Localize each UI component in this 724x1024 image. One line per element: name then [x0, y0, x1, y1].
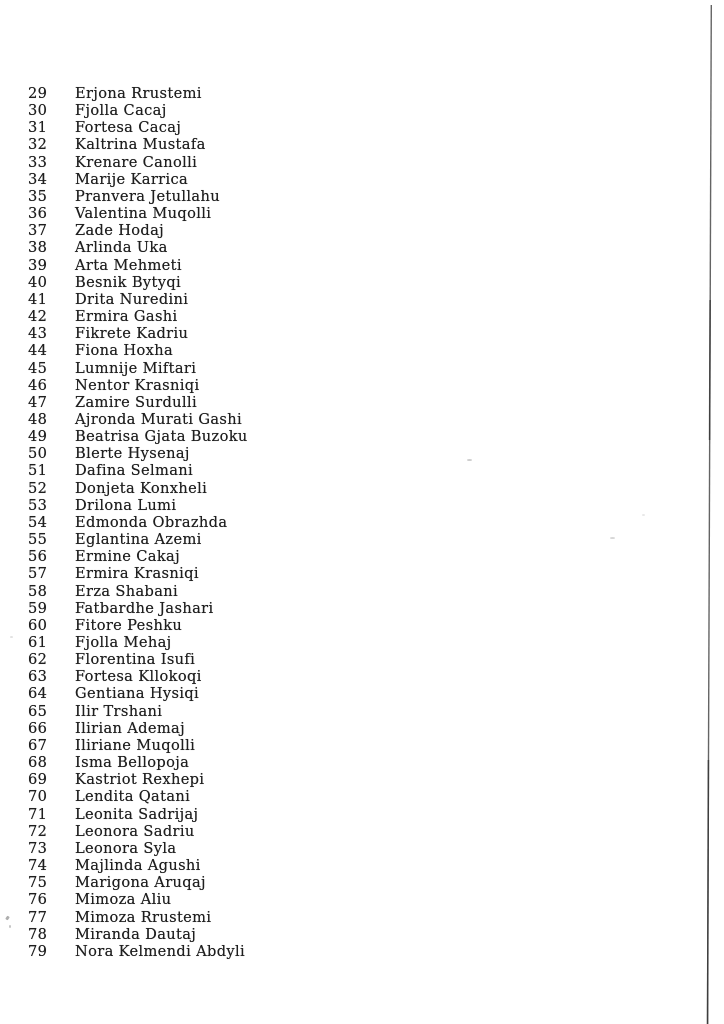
roster-row	[0, 377, 724, 394]
row-number: 72	[28, 822, 48, 840]
person-name: Ilirian Ademaj	[75, 719, 185, 737]
person-name: Drita Nuredini	[75, 290, 189, 308]
person-name: Fatbardhe Jashari	[75, 599, 214, 617]
row-number: 37	[28, 222, 48, 240]
row-number: 33	[28, 153, 48, 171]
roster-row	[0, 548, 724, 565]
roster-row	[0, 360, 724, 377]
row-number: 54	[28, 513, 48, 531]
person-name: Florentina Isufi	[75, 651, 196, 669]
row-number: 40	[28, 273, 48, 291]
row-number: 53	[28, 496, 48, 514]
row-number: 79	[28, 942, 48, 960]
roster-row	[0, 583, 724, 600]
roster-row	[0, 514, 724, 531]
person-name: Nora Kelmendi Abdyli	[75, 942, 246, 960]
row-number: 49	[28, 428, 48, 446]
person-name: Leonora Sadriu	[75, 822, 195, 840]
roster-row	[0, 909, 724, 926]
person-name: Fiona Hoxha	[75, 342, 174, 360]
roster-row	[0, 891, 724, 908]
person-name: Iliriane Muqolli	[75, 736, 196, 754]
person-name: Mimoza Rrustemi	[75, 908, 212, 926]
row-number: 50	[28, 445, 48, 463]
row-number: 75	[28, 874, 48, 892]
row-number: 55	[28, 531, 48, 549]
roster-row	[0, 480, 724, 497]
roster-row	[0, 85, 724, 102]
roster-row	[0, 668, 724, 685]
person-name: Ermira Krasniqi	[75, 565, 199, 583]
roster-row	[0, 102, 724, 119]
roster-row	[0, 634, 724, 651]
person-name: Besnik Bytyqi	[75, 273, 182, 291]
row-number: 62	[28, 651, 48, 669]
row-number: 46	[28, 376, 48, 394]
roster-row	[0, 188, 724, 205]
roster-row	[0, 497, 724, 514]
person-name: Erjona Rrustemi	[75, 85, 202, 102]
person-name: Drilona Lumi	[75, 496, 177, 514]
person-name: Lumnije Miftari	[75, 359, 197, 377]
person-name: Isma Bellopoja	[75, 754, 190, 772]
row-number: 42	[28, 308, 48, 326]
person-name: Arlinda Uka	[75, 239, 168, 257]
person-name: Leonora Syla	[75, 839, 177, 857]
person-name: Gentiana Hysiqi	[75, 685, 200, 703]
row-number: 39	[28, 256, 48, 274]
roster-row	[0, 531, 724, 548]
roster-row	[0, 462, 724, 479]
row-number: 58	[28, 582, 48, 600]
roster-row	[0, 685, 724, 702]
person-name: Leonita Sadrijaj	[75, 805, 199, 823]
roster-row	[0, 136, 724, 153]
roster-row	[0, 411, 724, 428]
person-name: Fjolla Mehaj	[75, 634, 172, 651]
person-name: Ajronda Murati Gashi	[75, 410, 243, 428]
row-number: 48	[28, 410, 48, 428]
person-name: Ermira Gashi	[75, 308, 178, 326]
roster-row	[0, 342, 724, 359]
person-name: Ermine Cakaj	[75, 548, 180, 566]
row-number: 65	[28, 702, 48, 720]
row-number: 74	[28, 857, 48, 875]
row-number: 60	[28, 616, 48, 634]
person-name: Fortesa Kllokoqi	[75, 668, 202, 686]
row-number: 78	[28, 925, 48, 943]
scan-speck	[467, 459, 472, 461]
roster-row	[0, 171, 724, 188]
row-number: 43	[28, 325, 48, 343]
row-number: 70	[28, 788, 48, 806]
row-number: 71	[28, 805, 48, 823]
roster-row	[0, 703, 724, 720]
roster-row	[0, 325, 724, 342]
row-number: 38	[28, 239, 48, 257]
roster-row	[0, 617, 724, 634]
roster-row	[0, 274, 724, 291]
person-name: Fikrete Kadriu	[75, 325, 189, 343]
row-number: 76	[28, 891, 48, 909]
row-number: 69	[28, 771, 48, 789]
roster-row	[0, 428, 724, 445]
roster-row	[0, 445, 724, 462]
roster-row	[0, 239, 724, 256]
row-number: 73	[28, 839, 48, 857]
roster-row	[0, 720, 724, 737]
row-number: 66	[28, 719, 48, 737]
person-name: Krenare Canolli	[75, 153, 198, 171]
roster-row	[0, 308, 724, 325]
person-name: Eglantina Azemi	[75, 531, 202, 549]
person-name: Arta Mehmeti	[75, 256, 182, 274]
row-number: 61	[28, 634, 48, 651]
roster-row	[0, 823, 724, 840]
scan-speck	[9, 925, 11, 928]
person-name: Ilir Trshani	[75, 702, 163, 720]
row-number: 77	[28, 908, 48, 926]
person-name: Miranda Dautaj	[75, 925, 197, 943]
person-name: Blerte Hysenaj	[75, 445, 190, 463]
person-name: Pranvera Jetullahu	[75, 187, 220, 205]
person-name: Fjolla Cacaj	[75, 102, 167, 120]
roster-row	[0, 806, 724, 823]
person-name: Donjeta Konxheli	[75, 479, 208, 497]
roster-row	[0, 771, 724, 788]
row-number: 52	[28, 479, 48, 497]
name-roster-list	[0, 85, 724, 960]
row-number: 30	[28, 102, 48, 120]
row-number: 29	[28, 85, 48, 102]
person-name: Marije Karrica	[75, 170, 189, 188]
person-name: Erza Shabani	[75, 582, 179, 600]
scan-speck	[642, 514, 645, 516]
roster-row	[0, 291, 724, 308]
roster-row	[0, 257, 724, 274]
roster-row	[0, 119, 724, 136]
roster-row	[0, 154, 724, 171]
roster-row	[0, 874, 724, 891]
row-number: 45	[28, 359, 48, 377]
roster-row	[0, 651, 724, 668]
person-name: Majlinda Agushi	[75, 857, 201, 875]
roster-row	[0, 788, 724, 805]
row-number: 35	[28, 187, 48, 205]
person-name: Fitore Peshku	[75, 616, 183, 634]
person-name: Fortesa Cacaj	[75, 119, 182, 137]
roster-row	[0, 394, 724, 411]
roster-row	[0, 565, 724, 582]
row-number: 64	[28, 685, 48, 703]
person-name: Zade Hodaj	[75, 222, 165, 240]
roster-row	[0, 205, 724, 222]
roster-row	[0, 840, 724, 857]
person-name: Nentor Krasniqi	[75, 376, 200, 394]
person-name: Marigona Aruqaj	[75, 874, 206, 892]
row-number: 59	[28, 599, 48, 617]
person-name: Dafina Selmani	[75, 462, 194, 480]
scan-speck	[610, 537, 615, 539]
roster-row	[0, 737, 724, 754]
row-number: 47	[28, 393, 48, 411]
person-name: Lendita Qatani	[75, 788, 191, 806]
person-name: Valentina Muqolli	[75, 205, 212, 223]
row-number: 31	[28, 119, 48, 137]
row-number: 44	[28, 342, 48, 360]
person-name: Beatrisa Gjata Buzoku	[75, 428, 248, 446]
row-number: 51	[28, 462, 48, 480]
roster-row	[0, 222, 724, 239]
row-number: 34	[28, 170, 48, 188]
roster-row	[0, 754, 724, 771]
scan-speck	[10, 636, 13, 638]
row-number: 57	[28, 565, 48, 583]
person-name: Zamire Surdulli	[75, 393, 197, 411]
row-number: 32	[28, 136, 48, 154]
row-number: 67	[28, 736, 48, 754]
row-number: 63	[28, 668, 48, 686]
person-name: Kaltrina Mustafa	[75, 136, 206, 154]
roster-row	[0, 857, 724, 874]
row-number: 41	[28, 290, 48, 308]
person-name: Kastriot Rexhepi	[75, 771, 205, 789]
row-number: 68	[28, 754, 48, 772]
roster-row	[0, 926, 724, 943]
row-number: 56	[28, 548, 48, 566]
person-name: Edmonda Obrazhda	[75, 513, 228, 531]
roster-row	[0, 943, 724, 960]
row-number: 36	[28, 205, 48, 223]
person-name: Mimoza Aliu	[75, 891, 172, 909]
roster-row	[0, 600, 724, 617]
